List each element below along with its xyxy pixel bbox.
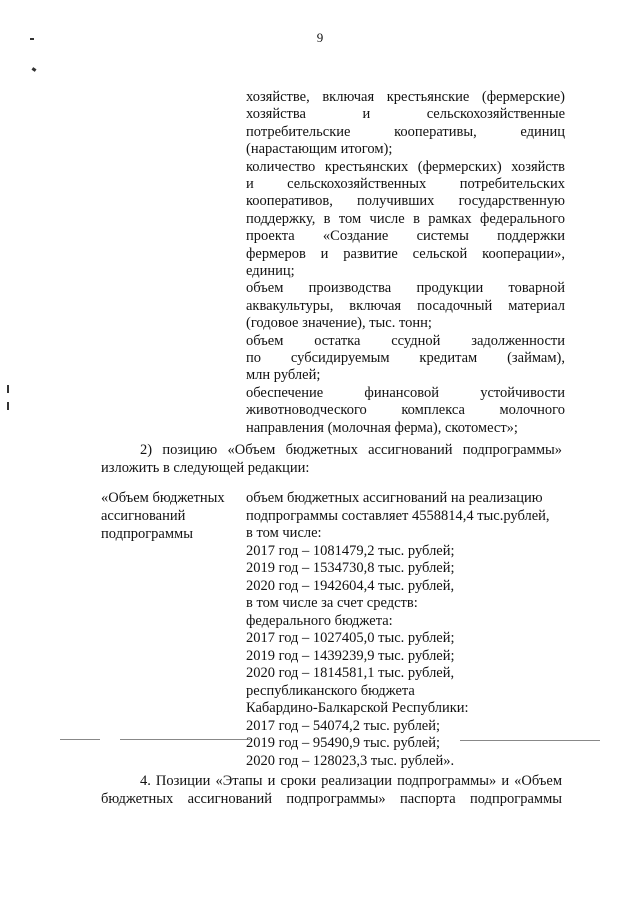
indicator-2-line: кооперативов, получивших государственную bbox=[246, 193, 565, 210]
table-left-line-3: подпрограммы bbox=[101, 526, 193, 542]
budget-line: в том числе за счет средств: bbox=[246, 595, 418, 611]
indicator-1-line: хозяйства и сельскохозяйственные bbox=[246, 106, 565, 123]
budget-line: 2020 год – 128023,3 тыс. рублей». bbox=[246, 752, 455, 769]
budget-line: 2017 год – 1081479,2 тыс. рублей; bbox=[246, 542, 455, 559]
indicator-1-line: потребительские кооперативы, единиц bbox=[246, 123, 565, 140]
scan-mark bbox=[30, 38, 34, 40]
indicator-3-line: объем производства продукции товарной bbox=[246, 280, 565, 297]
budget-line: 2019 год – 1534730,8 тыс. рублей; bbox=[246, 560, 455, 576]
indicator-2-line: и сельскохозяйственных потребительских bbox=[246, 176, 565, 192]
indicator-5-line: животноводческого комплекса молочного bbox=[246, 402, 565, 419]
budget-line: объем бюджетных ассигнований на реализацию bbox=[246, 490, 543, 506]
indicator-1-line: хозяйстве, включая крестьянские (фермерские) bbox=[246, 89, 565, 105]
indicator-4-line: объем остатка ссудной задолженности bbox=[246, 332, 565, 349]
budget-line: республиканского бюджета bbox=[246, 682, 415, 699]
budget-line: 2020 год – 1814581,1 тыс. рублей, bbox=[246, 665, 455, 681]
indicator-2-line: единиц; bbox=[246, 263, 295, 279]
indicator-4-line: по субсидируемым кредитам (займам), bbox=[246, 350, 565, 366]
budget-line: федерального бюджета: bbox=[246, 612, 393, 629]
paragraph-4-line-1: 4. Позиции «Этапы и сроки реализации подпрограммы» и «Объем bbox=[140, 773, 562, 789]
page-number: 9 bbox=[316, 30, 324, 45]
budget-line: в том числе: bbox=[246, 525, 322, 541]
indicator-5-line: направления (молочная ферма), скотомест»; bbox=[246, 419, 518, 436]
indicator-2-line: проекта «Создание системы поддержки bbox=[246, 228, 565, 245]
budget-line: 2019 год – 1439239,9 тыс. рублей; bbox=[246, 647, 455, 664]
paragraph-2-line-2: изложить в следующей редакции: bbox=[101, 460, 310, 476]
budget-line: 2020 год – 1942604,4 тыс. рублей, bbox=[246, 577, 455, 594]
indicator-3-line: аквакультуры, включая посадочный материал bbox=[246, 297, 565, 314]
scan-line bbox=[460, 740, 600, 741]
indicator-4-line: млн рублей; bbox=[246, 367, 321, 384]
scan-line bbox=[120, 739, 250, 740]
indicator-2-line: поддержку, в том числе в рамках федерального bbox=[246, 210, 565, 227]
indicator-1-line: (нарастающим итогом); bbox=[246, 141, 393, 158]
budget-line: 2017 год – 54074,2 тыс. рублей; bbox=[246, 717, 441, 734]
scan-mark bbox=[7, 385, 9, 393]
budget-line: Кабардино-Балкарской Республики: bbox=[246, 700, 469, 716]
budget-line: подпрограммы составляет 4558814,4 тыс.рублей, bbox=[246, 507, 550, 524]
indicator-3-line: (годовое значение), тыс. тонн; bbox=[246, 315, 432, 332]
table-left-line-2: ассигнований bbox=[101, 508, 186, 524]
budget-line: 2019 год – 95490,9 тыс. рублей; bbox=[246, 735, 441, 751]
scan-mark bbox=[32, 67, 37, 72]
scan-line bbox=[60, 739, 100, 740]
scan-mark bbox=[7, 402, 9, 410]
indicator-5-line: обеспечение финансовой устойчивости bbox=[246, 384, 565, 401]
table-left-line-1: «Объем бюджетных bbox=[101, 490, 225, 506]
budget-line: 2017 год – 1027405,0 тыс. рублей; bbox=[246, 630, 455, 646]
indicator-2-line: фермеров и развитие сельской кооперации», bbox=[246, 245, 565, 262]
indicator-2-line: количество крестьянских (фермерских) хозяйств bbox=[246, 158, 565, 175]
paragraph-4-line-2: бюджетных ассигнований подпрограммы» паспорта подпрограммы bbox=[101, 791, 562, 807]
paragraph-2-line-1: 2) позицию «Объем бюджетных ассигнований подпрограммы» bbox=[140, 442, 562, 458]
